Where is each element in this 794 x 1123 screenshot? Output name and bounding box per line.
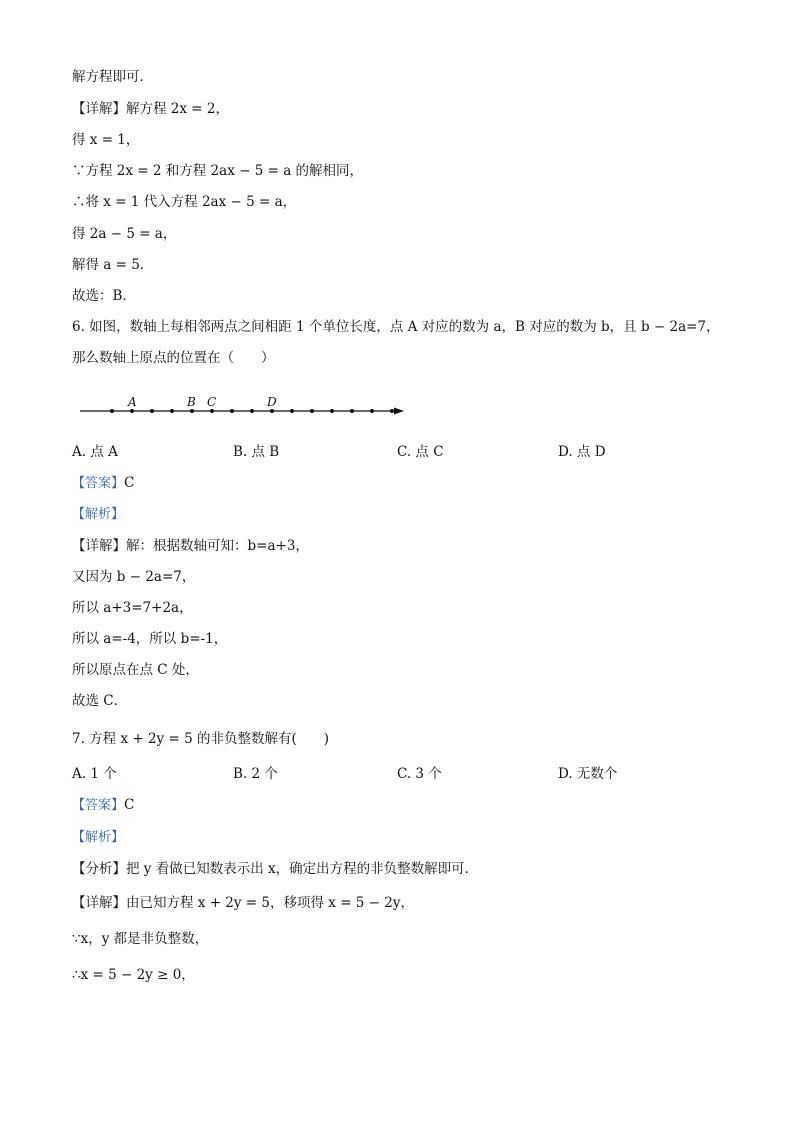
point-label-b: B — [187, 395, 196, 409]
text-line: ∵方程 2x = 2 和方程 2ax − 5 = a 的解相同， — [72, 163, 364, 179]
number-line-point — [250, 409, 254, 413]
q6-detail-line: 又因为 b − 2a=7， — [72, 569, 196, 585]
q7-option-d: D. 无数个 — [558, 766, 618, 782]
number-line-point — [150, 409, 154, 413]
q6-detail-line: 所以 a=-4，所以 b=-1， — [72, 631, 228, 647]
q7-answer — [72, 796, 134, 815]
number-line-point — [190, 409, 194, 413]
text-line: ∴将 x = 1 代入方程 2ax − 5 = a， — [72, 194, 297, 210]
analysis-tag: 【解析】 — [72, 830, 125, 845]
answer-tag: 【答案】 — [72, 476, 125, 491]
number-line-point — [210, 409, 214, 413]
question-6-text: 6. 如图，数轴上每相邻两点之间相距 1 个单位长度，点 A 对应的数为 a，B 对应的数为 b，且 b − 2a=7， — [72, 319, 720, 335]
number-line-point — [290, 409, 294, 413]
q7-analysis-line: 【分析】把 y 看做已知数表示出 x，确定出方程的非负整数解即可． — [72, 861, 479, 877]
number-line-points — [110, 409, 394, 413]
number-line-arrow — [394, 408, 404, 415]
analysis-tag: 【解析】 — [72, 507, 125, 522]
number-line-point — [370, 409, 374, 413]
point-label-c: C — [207, 395, 217, 409]
number-line-point — [330, 409, 334, 413]
number-line-point — [270, 409, 274, 413]
text-line: 【详解】解方程 2x = 2， — [72, 101, 229, 117]
answer-value: C — [124, 797, 135, 813]
number-line-point — [390, 409, 394, 413]
answer-tag: 【答案】 — [72, 798, 125, 813]
text-line: 解得 a = 5． — [72, 257, 154, 273]
text-line: 解方程即可． — [72, 69, 153, 85]
q7-analysis-line: ∴x = 5 − 2y ≥ 0， — [72, 967, 195, 983]
q7-option-b: B. 2 个 — [233, 766, 278, 782]
number-line-figure — [78, 394, 418, 424]
q6-detail-line: 故选 C． — [72, 693, 128, 709]
q6-answer — [72, 474, 134, 493]
q7-analysis-heading — [72, 828, 124, 847]
question-6-text: 那么数轴上原点的位置在（ ） — [72, 350, 275, 366]
q6-option-d: D. 点 D — [558, 444, 606, 460]
number-line-point — [310, 409, 314, 413]
q6-option-c: C. 点 C — [397, 444, 444, 460]
q6-detail-line: 【详解】解：根据数轴可知：b=a+3， — [72, 538, 309, 554]
text-line: 得 2a − 5 = a， — [72, 226, 177, 242]
q7-option-a: A. 1 个 — [72, 766, 117, 782]
point-label-a: A — [128, 395, 137, 409]
number-line-point — [170, 409, 174, 413]
q6-detail-line: 所以 a+3=7+2a， — [72, 600, 193, 616]
text-line: 故选：B． — [72, 288, 136, 304]
number-line-point — [110, 409, 114, 413]
q6-option-a: A. 点 A — [72, 444, 118, 460]
q6-option-b: B. 点 B — [233, 444, 280, 460]
text-line: 得 x = 1， — [72, 132, 140, 148]
number-line-point — [350, 409, 354, 413]
number-line-point — [130, 409, 134, 413]
question-7-text: 7. 方程 x + 2y = 5 的非负整数解有( ) — [72, 731, 329, 747]
number-line-point — [230, 409, 234, 413]
q7-option-c: C. 3 个 — [397, 766, 442, 782]
q6-detail-line: 所以原点在点 C 处， — [72, 662, 199, 678]
q6-analysis-heading — [72, 505, 124, 524]
answer-value: C — [124, 475, 135, 491]
q7-analysis-line: 【详解】由已知方程 x + 2y = 5，移项得 x = 5 − 2y， — [72, 895, 414, 911]
q7-analysis-line: ∵x，y 都是非负整数， — [72, 931, 209, 947]
point-label-d: D — [267, 395, 277, 409]
